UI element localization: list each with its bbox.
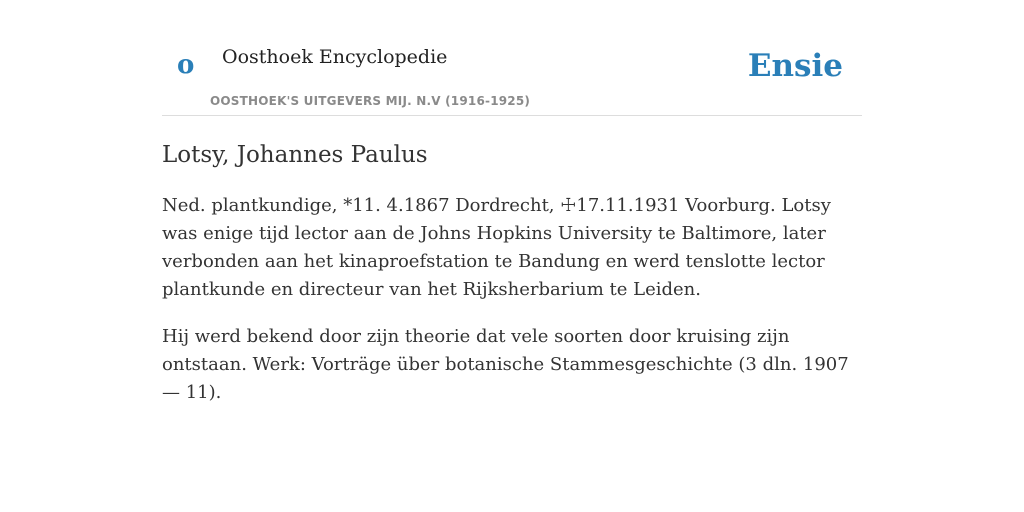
brand-link[interactable]: Ensie bbox=[747, 48, 843, 84]
site-header bbox=[162, 0, 862, 116]
publisher-label: OOSTHOEK'S UITGEVERS MIJ. N.V (1916-1925) bbox=[210, 94, 531, 108]
article-paragraph: Hij werd bekend door zijn theorie dat vele soorten door kruising zijn ontstaan. Werk: Vorträge über botanische Stammesgeschichte (3 dln. 1907— 11). bbox=[162, 326, 849, 403]
site-title: Oosthoek Encyclopedie bbox=[222, 46, 448, 68]
article-paragraph: Ned. plantkundige, *11. 4.1867 Dordrecht, ☩17.11.1931 Voorburg. Lotsy was enige tijd lector aan de Johns Hopkins University te Baltimore, later verbonden aan het kinaproefstation te Bandung en werd tenslotte lector plantkunde en directeur van het Rijksherbarium te Leiden. bbox=[162, 195, 831, 300]
site-logo[interactable]: o bbox=[177, 50, 195, 80]
article-title: Lotsy, Johannes Paulus bbox=[162, 142, 428, 168]
page bbox=[162, 0, 862, 407]
article bbox=[162, 140, 862, 407]
